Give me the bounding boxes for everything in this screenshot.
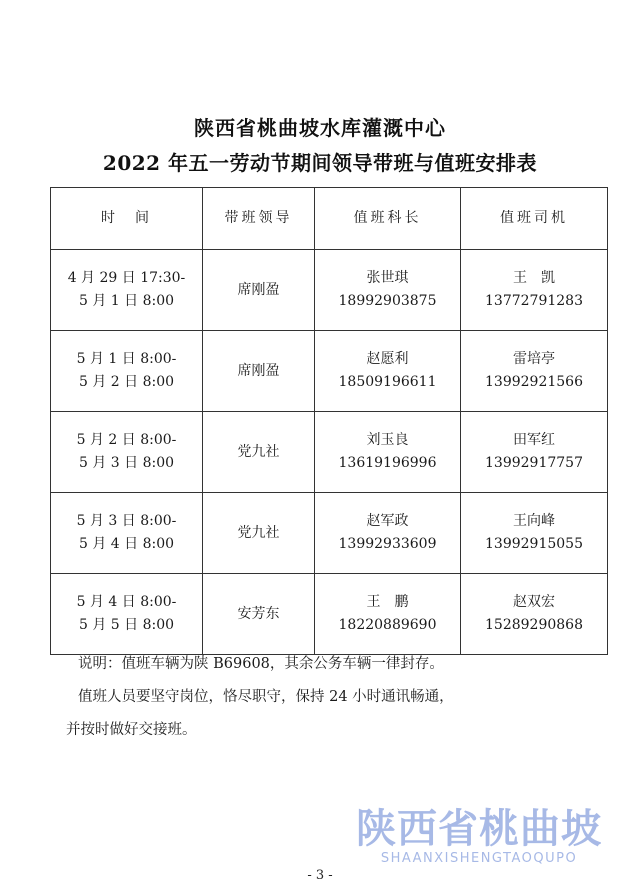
cell-chief <box>315 250 461 331</box>
cell-leader-leader: 党九社 <box>237 443 280 460</box>
cell-time <box>51 493 203 574</box>
cell-chief-chief-phone: 13992933609 <box>338 536 437 552</box>
note-duty-2: 并按时做好交接班。 <box>66 722 197 738</box>
cell-driver <box>461 574 608 655</box>
watermark <box>356 807 602 867</box>
cell-driver-driver-phone: 13992917757 <box>485 455 583 471</box>
cell-driver <box>461 412 608 493</box>
document-title: 陕西省桃曲坡水库灌溉中心 <box>194 116 446 140</box>
cell-driver-driver-phone: 13772791283 <box>485 293 583 309</box>
cell-time-time2: 5 月 1 日 8:00 <box>78 293 175 309</box>
cell-time <box>51 412 203 493</box>
cell-time-time1: 5 月 4 日 8:00- <box>76 594 177 610</box>
cell-driver <box>461 493 608 574</box>
cell-leader-leader: 安芳东 <box>237 605 280 622</box>
cell-leader <box>203 574 315 655</box>
cell-driver-driver-name: 田军红 <box>513 432 555 448</box>
cell-chief-chief-name: 刘玉良 <box>366 432 409 448</box>
cell-driver-driver-phone: 13992915055 <box>485 536 583 552</box>
cell-leader-leader: 党九社 <box>237 524 280 541</box>
table-row <box>51 574 608 655</box>
duty-schedule-table <box>50 187 608 655</box>
cell-time-time1: 5 月 3 日 8:00- <box>76 513 177 529</box>
cell-driver <box>461 250 608 331</box>
header-driver: 值班司机 <box>461 188 608 250</box>
cell-chief-chief-phone: 18220889690 <box>338 617 437 633</box>
table-header-row <box>51 188 608 250</box>
cell-time-time1: 5 月 1 日 8:00- <box>76 351 177 367</box>
cell-leader <box>203 250 315 331</box>
cell-leader-leader: 席刚盈 <box>237 362 280 379</box>
header-leader: 带班领导 <box>203 188 315 250</box>
cell-chief-chief-name: 张世琪 <box>366 270 409 286</box>
cell-chief-chief-name: 赵愿利 <box>366 351 409 367</box>
cell-time <box>51 331 203 412</box>
cell-driver <box>461 331 608 412</box>
cell-chief-chief-phone: 13619196996 <box>338 455 437 471</box>
header-time: 时 间 <box>51 188 203 250</box>
cell-driver-driver-name: 王 凯 <box>513 270 555 286</box>
header-chief: 值班科长 <box>315 188 461 250</box>
cell-driver-driver-name: 王向峰 <box>513 513 555 529</box>
cell-chief-chief-name: 赵军政 <box>366 513 409 529</box>
cell-chief <box>315 331 461 412</box>
note-duty-1: 值班人员要坚守岗位，恪尽职守，保持 24 小时通讯畅通， <box>78 689 454 705</box>
cell-driver-driver-name: 赵双宏 <box>513 594 555 610</box>
cell-driver-driver-phone: 13992921566 <box>485 374 583 390</box>
cell-driver-driver-phone: 15289290868 <box>485 617 583 633</box>
watermark-en: SHAANXISHENGTAOQUPO <box>380 851 578 866</box>
cell-time-time1: 5 月 2 日 8:00- <box>76 432 177 448</box>
cell-time-time1: 4 月 29 日 17:30- <box>67 270 186 286</box>
page-number: - 3 - <box>307 868 333 883</box>
cell-chief <box>315 412 461 493</box>
cell-time <box>51 574 203 655</box>
cell-leader <box>203 331 315 412</box>
cell-chief-chief-phone: 18509196611 <box>338 374 437 390</box>
cell-leader <box>203 412 315 493</box>
cell-leader <box>203 493 315 574</box>
cell-time-time2: 5 月 4 日 8:00 <box>78 536 175 552</box>
watermark-cn: 陕西省桃曲坡 <box>356 806 602 852</box>
cell-time-time2: 5 月 5 日 8:00 <box>78 617 175 633</box>
cell-chief <box>315 493 461 574</box>
cell-time <box>51 250 203 331</box>
cell-chief-chief-phone: 18992903875 <box>338 293 437 309</box>
table-row <box>51 250 608 331</box>
cell-time-time2: 5 月 2 日 8:00 <box>78 374 175 390</box>
table-row <box>51 412 608 493</box>
cell-chief-chief-name: 王 鹏 <box>366 594 409 610</box>
note-vehicle: 说明：值班车辆为陕 B69608，其余公务车辆一律封存。 <box>78 656 444 672</box>
table-row <box>51 331 608 412</box>
cell-leader-leader: 席刚盈 <box>237 281 280 298</box>
table-row <box>51 493 608 574</box>
cell-driver-driver-name: 雷培亭 <box>513 351 555 367</box>
cell-time-time2: 5 月 3 日 8:00 <box>78 455 175 471</box>
cell-chief <box>315 574 461 655</box>
document-subtitle: 2022 年五一劳动节期间领导带班与值班安排表 <box>102 151 538 175</box>
